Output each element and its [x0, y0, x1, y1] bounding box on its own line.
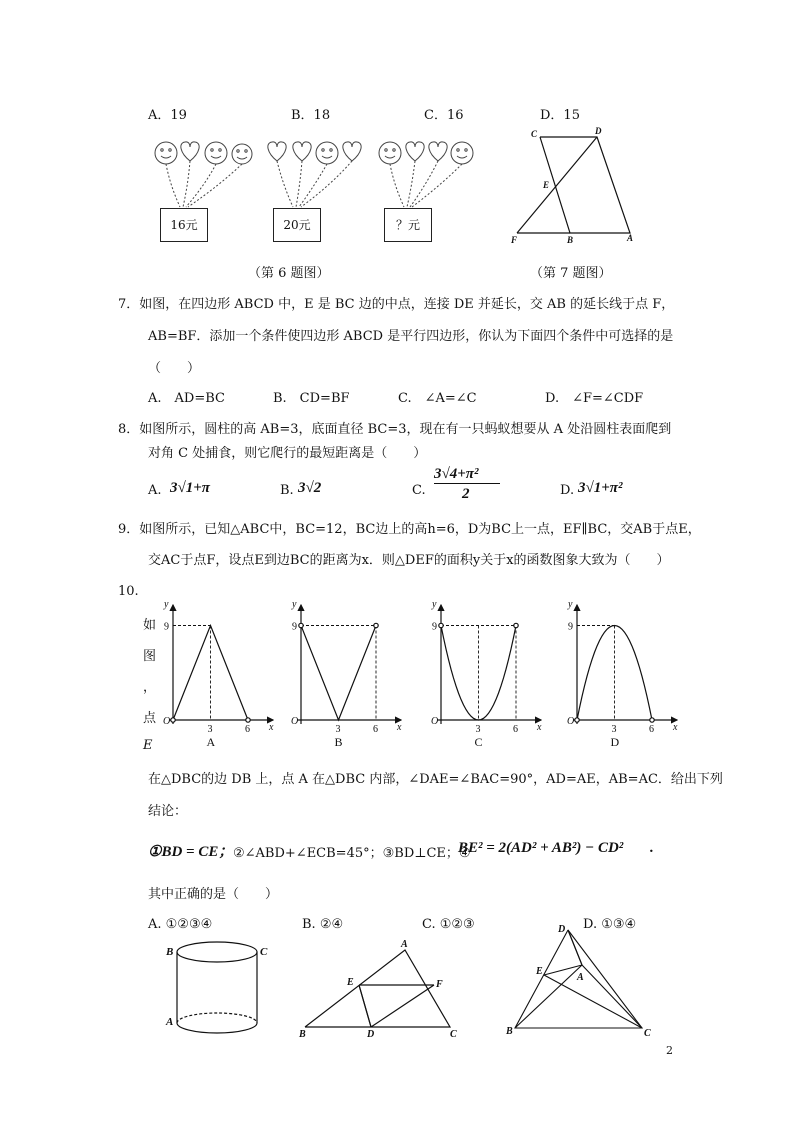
q7-label-c: C: [531, 129, 538, 139]
q9-graph-origin-label: O: [567, 716, 575, 727]
q10-side-char-5: E: [143, 738, 153, 753]
q9-graph-tick-3: 3: [335, 724, 341, 735]
q9-graph-tick-6: 6: [373, 724, 378, 735]
q9-graph-origin-label: O: [163, 716, 171, 727]
q10-question: 其中正确的是（ ）: [148, 887, 279, 902]
q9-graph-endpoint: [299, 623, 303, 627]
q6-option-a: A．19: [148, 108, 187, 123]
q9-graph-tick-6: 6: [649, 724, 654, 735]
cylinder-figure: [160, 935, 275, 1035]
q7-caption: （第 7 题图）: [530, 266, 612, 281]
q8-option-c-denominator: 2: [462, 486, 470, 502]
q8-option-d-expr: 3√1+π²: [578, 480, 623, 496]
q8-option-b-label: B.: [280, 483, 294, 498]
q8-option-a-label: A.: [148, 483, 162, 498]
q9-graph-endpoint: [650, 718, 654, 722]
q10-conclusion-1: ①BD = CE；: [148, 844, 234, 860]
q9-graph-tick-3: 3: [611, 724, 617, 735]
q9-graph-option-label: C: [474, 735, 483, 749]
q6-price-box-1: 16元: [160, 208, 208, 242]
q7-option-c: C. ∠A=∠C: [398, 391, 477, 406]
q7-stem-line1: 7．如图，在四边形 ABCD 中，E 是 BC 边的中点，连接 DE 并延长，交 AB 的延长线于点 F，: [118, 297, 675, 312]
q9-graph-x-label: x: [673, 722, 678, 733]
q9-graph-x-label: x: [269, 722, 274, 733]
q10-conclusion-4-period: .: [650, 840, 654, 856]
triangle-dbc-figure: [500, 920, 660, 1040]
q9-graph-x-label: x: [537, 722, 542, 733]
q9-graphs: [158, 595, 678, 755]
q7-label-e: E: [543, 180, 550, 190]
q8-option-c-expr: 3√4+π²: [434, 466, 479, 482]
q7-figure: [505, 125, 645, 250]
q10-conclusions-2-3: ②∠ABD+∠ECB=45°；③BD⊥CE；④: [233, 846, 471, 861]
q9-graph-option-label: A: [206, 735, 216, 749]
q6-option-c: C．16: [424, 108, 464, 123]
q6-option-d: D．15: [540, 108, 580, 123]
q7-label-a: A: [627, 233, 634, 243]
q9-graph-endpoint: [575, 718, 579, 722]
tri2-label-d: D: [558, 924, 566, 935]
q7-stem-line2: AB=BF．添加一个条件使四边形 ABCD 是平行四边形，你认为下面四个条件中可选择的是: [148, 329, 674, 344]
q10-line1: 在△DBC的边 DB 上，点 A 在△DBC 内部，∠DAE=∠BAC=90°，AD=AE，AB=AC．给出下列: [148, 772, 723, 787]
q9-graph-tick-3: 3: [475, 724, 481, 735]
q9-graph-y-label: y: [432, 599, 437, 610]
q10-conclusion-4: BE² = 2(AD² + AB²) − CD²: [458, 840, 624, 856]
q8-option-b-expr: 3√2: [298, 480, 322, 496]
q9-graph-endpoint: [439, 623, 443, 627]
q9-graph-endpoint: [374, 623, 378, 627]
balloon-group-3: [379, 142, 473, 207]
q10-line2: 结论：: [148, 804, 188, 819]
tri-label-d: D: [367, 1029, 375, 1040]
tri-label-b: B: [299, 1029, 306, 1040]
q8-option-d-label: D.: [560, 483, 575, 498]
q9-graph-endpoint: [246, 718, 250, 722]
q9-graph-x-label: x: [397, 722, 402, 733]
tri2-label-c: C: [644, 1028, 651, 1039]
q10-option-c: C. ①②③: [422, 917, 475, 932]
q9-graph-y-label: y: [568, 599, 573, 610]
q8-fraction-bar: [434, 483, 500, 484]
q8-option-c-label: C.: [412, 483, 426, 498]
q10-side-char-1: 如: [143, 618, 157, 633]
q9-graph-tick-3: 3: [207, 724, 213, 735]
q7-option-b: B. CD=BF: [273, 391, 350, 406]
q9-graph-origin-label: O: [291, 716, 299, 727]
cyl-label-c: C: [260, 946, 268, 958]
page-number: 2: [666, 1044, 673, 1057]
balloon-group-1: [155, 142, 252, 207]
q9-graph-curve: [301, 626, 376, 721]
q9-graph-tick-9: 9: [164, 621, 169, 633]
q9-graph-endpoint: [514, 623, 518, 627]
q10-option-d: D. ①③④: [583, 917, 637, 932]
tri2-label-b: B: [506, 1026, 513, 1037]
tri-label-c: C: [450, 1029, 457, 1040]
q9-graph-tick-6: 6: [513, 724, 518, 735]
q10-option-b: B. ②④: [302, 917, 344, 932]
q9-graph-tick-9: 9: [432, 621, 437, 633]
q6-price-box-3: ？元: [384, 208, 432, 242]
tri-label-a: A: [401, 939, 408, 950]
q9-graph-origin-label: O: [431, 716, 439, 727]
q6-price-box-2: 20元: [273, 208, 321, 242]
q9-graph-tick-9: 9: [292, 621, 297, 633]
q7-label-d: D: [595, 126, 602, 136]
q7-option-a: A. AD=BC: [148, 391, 225, 406]
q10-side-char-3: ，: [143, 680, 157, 695]
q10-option-a: A. ①②③④: [148, 917, 213, 932]
cyl-label-b: B: [166, 946, 174, 958]
q9-line1: 9．如图所示，已知△ABC中，BC=12，BC边上的高h=6，D为BC上一点，EF∥BC，交AB于点E，: [118, 522, 701, 537]
tri-label-e: E: [347, 977, 354, 988]
q6-option-b: B．18: [291, 108, 331, 123]
q7-paren: （ ）: [148, 361, 201, 376]
triangle-efd-figure: [295, 935, 470, 1040]
q9-graph-tick-9: 9: [568, 621, 573, 633]
q9-graph-option-label: D: [610, 735, 620, 749]
tri2-label-a: A: [577, 972, 584, 983]
q9-graph-y-label: y: [292, 599, 297, 610]
q8-option-a-expr: 3√1+π: [170, 480, 210, 496]
q9-graph-tick-6: 6: [245, 724, 250, 735]
q7-label-f: F: [511, 235, 518, 245]
q8-line1: 8．如图所示，圆柱的高 AB=3，底面直径 BC=3，现在有一只蚂蚁想要从 A 处沿圆柱表面爬到: [118, 422, 672, 437]
q9-graph-endpoint: [171, 718, 175, 722]
balloon-group-2: [268, 142, 361, 207]
tri-label-f: F: [436, 979, 443, 990]
q9-graph-y-label: y: [164, 599, 169, 610]
q10-side-char-4: 点: [143, 711, 157, 726]
q10-side-char-2: 图: [143, 649, 157, 664]
q9-graph-option-label: B: [334, 735, 343, 749]
q7-option-d: D. ∠F=∠CDF: [545, 391, 644, 406]
q9-line2: 交AC于点F，设点E到边BC的距离为x．则△DEF的面积y关于x的函数图象大致为（ ）: [148, 553, 670, 568]
tri2-label-e: E: [536, 966, 543, 977]
cyl-label-a: A: [166, 1016, 174, 1028]
q8-line2: 对角 C 处捕食，则它爬行的最短距离是（ ）: [148, 446, 427, 461]
q10-number: 10.: [118, 584, 139, 599]
q6-caption: （第 6 题图）: [248, 266, 330, 281]
q7-label-b: B: [567, 235, 574, 245]
